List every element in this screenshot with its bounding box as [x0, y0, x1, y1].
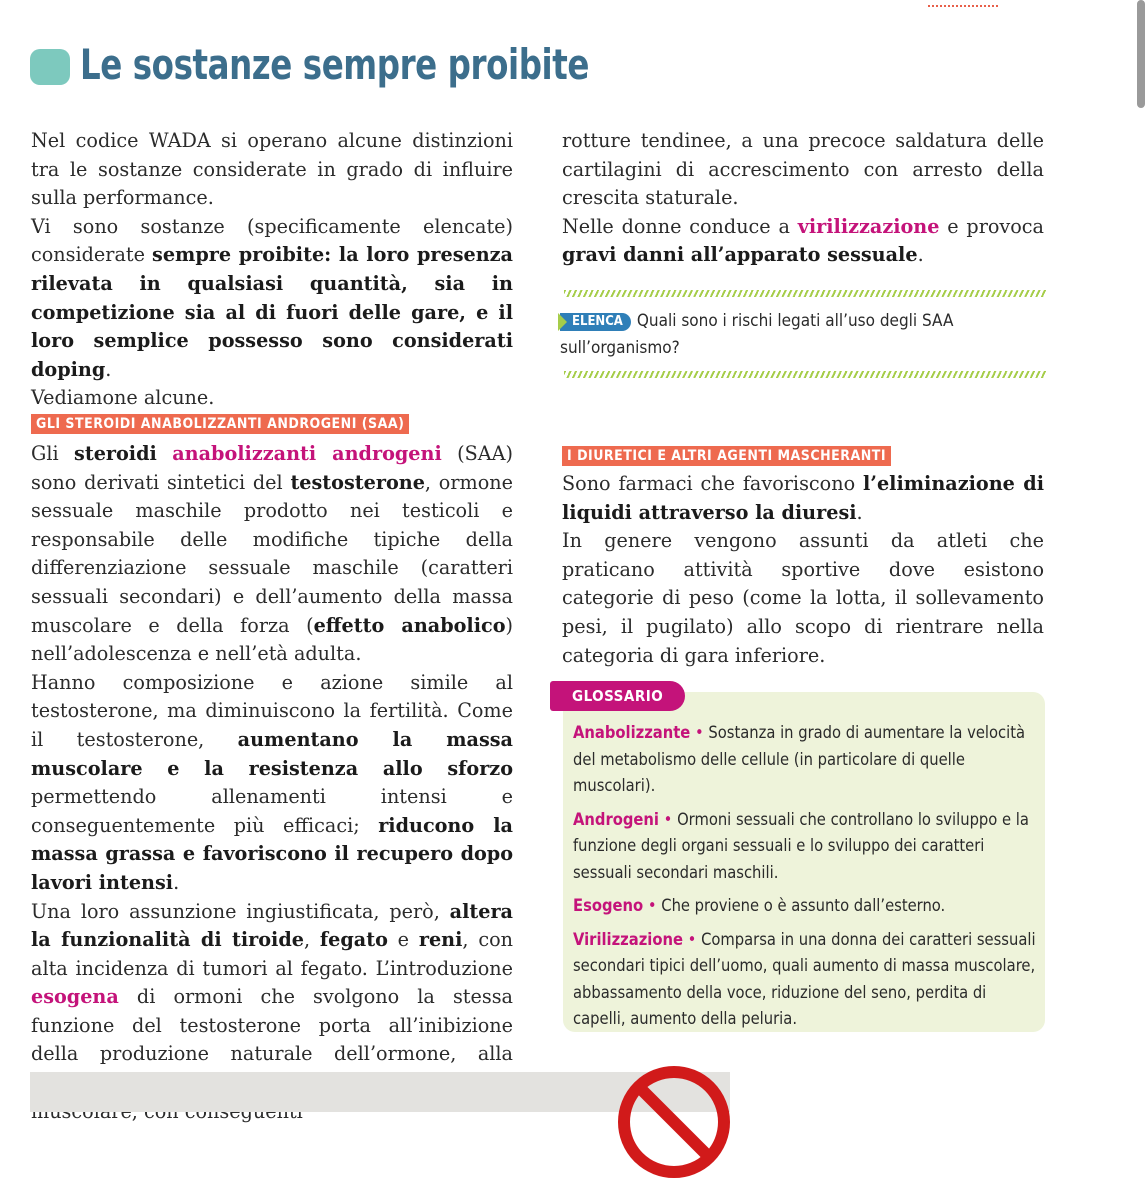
- right-column-diuretici: [562, 470, 1044, 670]
- glossary-entry: Anabolizzante • Sostanza in grado di aumentare la velocità del metabolismo delle cellule (in particolare di quelle muscolari).: [573, 723, 1026, 795]
- glossary-definition: Che proviene o è assunto dall’esterno.: [661, 896, 946, 915]
- glossary-definition: Sostanza in grado di aumentare la velocità del metabolismo delle cellule (in particolare di quelle muscolari).: [573, 723, 1026, 795]
- glossary-entry: Esogeno • Che proviene o è assunto dall’esterno.: [573, 896, 946, 915]
- right-column-continuation: [562, 127, 1044, 270]
- glossary-entry: Virilizzazione • Comparsa in una donna dei caratteri sessuali secondari tipici dell’uomo, quali aumento di massa muscolare, abbassamento della voce, riduzione del seno, perdita di capelli, aumento della peluria.: [573, 929, 1036, 1028]
- continuation-paragraph-2: Nelle donne conduce a virilizzazione e provoca gravi danni all’apparato sessuale.: [562, 214, 1044, 267]
- left-column-intro: [31, 127, 513, 413]
- section-heading-diuretici: I DIURETICI E ALTRI AGENTI MASCHERANTI: [562, 446, 891, 466]
- glossary-definition: Ormoni sessuali che controllano lo sviluppo e la funzione degli organi sessuali e lo sviluppo dei caratteri sessuali secondari maschili.: [573, 809, 1029, 882]
- saa-paragraph-2: Hanno composizione e azione simile al testosterone, ma diminuiscono la fertilità. Come il testosterone, aumentano la massa muscolare e la resistenza allo sforzo permettendo allenamenti intensi e conseguentemente più efficaci; riducono la massa grassa e favoriscono il recupero dopo lavori intensi.: [31, 670, 513, 894]
- elenca-question: Quali sono i rischi legati all’uso degli SAA sull’organismo?: [560, 311, 954, 358]
- elenca-top-divider: [564, 290, 1046, 297]
- left-column-saa: [31, 440, 513, 1126]
- continuation-paragraph-1: rotture tendinee, a una precoce saldatura delle cartilagini di accrescimento con arresto della crescita staturale.: [562, 129, 1044, 210]
- scrollbar[interactable]: [1137, 0, 1145, 108]
- top-decoration: [928, 0, 998, 7]
- glossary-term: Anabolizzante: [573, 723, 691, 742]
- intro-paragraph-3: Vediamone alcune.: [31, 386, 215, 410]
- glossary-term: Androgeni: [573, 809, 659, 829]
- diuretici-paragraph-1: Sono farmaci che favoriscono l’eliminazione di liquidi attraverso la diuresi.: [562, 472, 1044, 524]
- section-heading-saa: GLI STEROIDI ANABOLIZZANTI ANDROGENI (SAA): [31, 414, 409, 434]
- glossary-list: [573, 720, 1037, 1040]
- elenca-badge: ELENCA: [560, 313, 631, 331]
- page-title: Le sostanze sempre proibite: [80, 40, 589, 89]
- prohibited-sign-icon: [614, 1062, 734, 1182]
- diuretici-paragraph-2: In genere vengono assunti da atleti che praticano attività sportive dove esistono categorie di peso (come la lotta, il sollevamento pesi, il pugilato) allo scopo di rientrare nella categoria di gara inferiore.: [562, 529, 1044, 667]
- title-bullet-icon: [30, 49, 70, 85]
- glossary-term: Esogeno: [573, 896, 644, 915]
- saa-paragraph-1: Gli steroidi anabolizzanti androgeni (SAA) sono derivati sintetici del testosterone, ormone sessuale maschile prodotto nei testicoli e responsabile delle modifiche tipiche della differenziazione sessuale maschile (caratteri sessuali secondari) e dell’aumento della massa muscolare e della forza (effetto anabolico) nell’adolescenza e nell’età adulta.: [31, 442, 513, 666]
- elenca-bottom-divider: [564, 371, 1046, 378]
- glossary-term: Virilizzazione: [573, 929, 683, 949]
- glossary-definition: Comparsa in una donna dei caratteri sessuali secondari tipici dell’uomo, quali aumento di massa muscolare, abbassamento della voce, riduzione del seno, perdita di capelli, aumento della peluria.: [573, 929, 1036, 1028]
- saa-paragraph-3: Una loro assunzione ingiustificata, però, altera la funzionalità di tiroide, fegato e reni, con alta incidenza di tumori al fegato. L’introduzione esogena di ormoni che svolgono la stessa funzione del testosterone porta all’inibizione della produzione naturale dell’ormone, alla: [31, 899, 513, 1066]
- intro-paragraph-1: Nel codice WADA si operano alcune distinzioni tra le sostanze considerate in grado di influire sulla performance.: [31, 129, 513, 210]
- glossary-entry: Androgeni • Ormoni sessuali che controllano lo sviluppo e la funzione degli organi sessuali e lo sviluppo dei caratteri sessuali secondari maschili.: [573, 809, 1029, 882]
- elenca-question-box: [560, 308, 1050, 362]
- glossary-tab: GLOSSARIO: [550, 681, 685, 711]
- intro-paragraph-2: Vi sono sostanze (specificamente elencate) considerate sempre proibite: la loro presenza rilevata in qualsiasi quantità, sia in competizione sia al di fuori delle gare, e il loro semplice possesso sono considerati doping.: [31, 214, 513, 381]
